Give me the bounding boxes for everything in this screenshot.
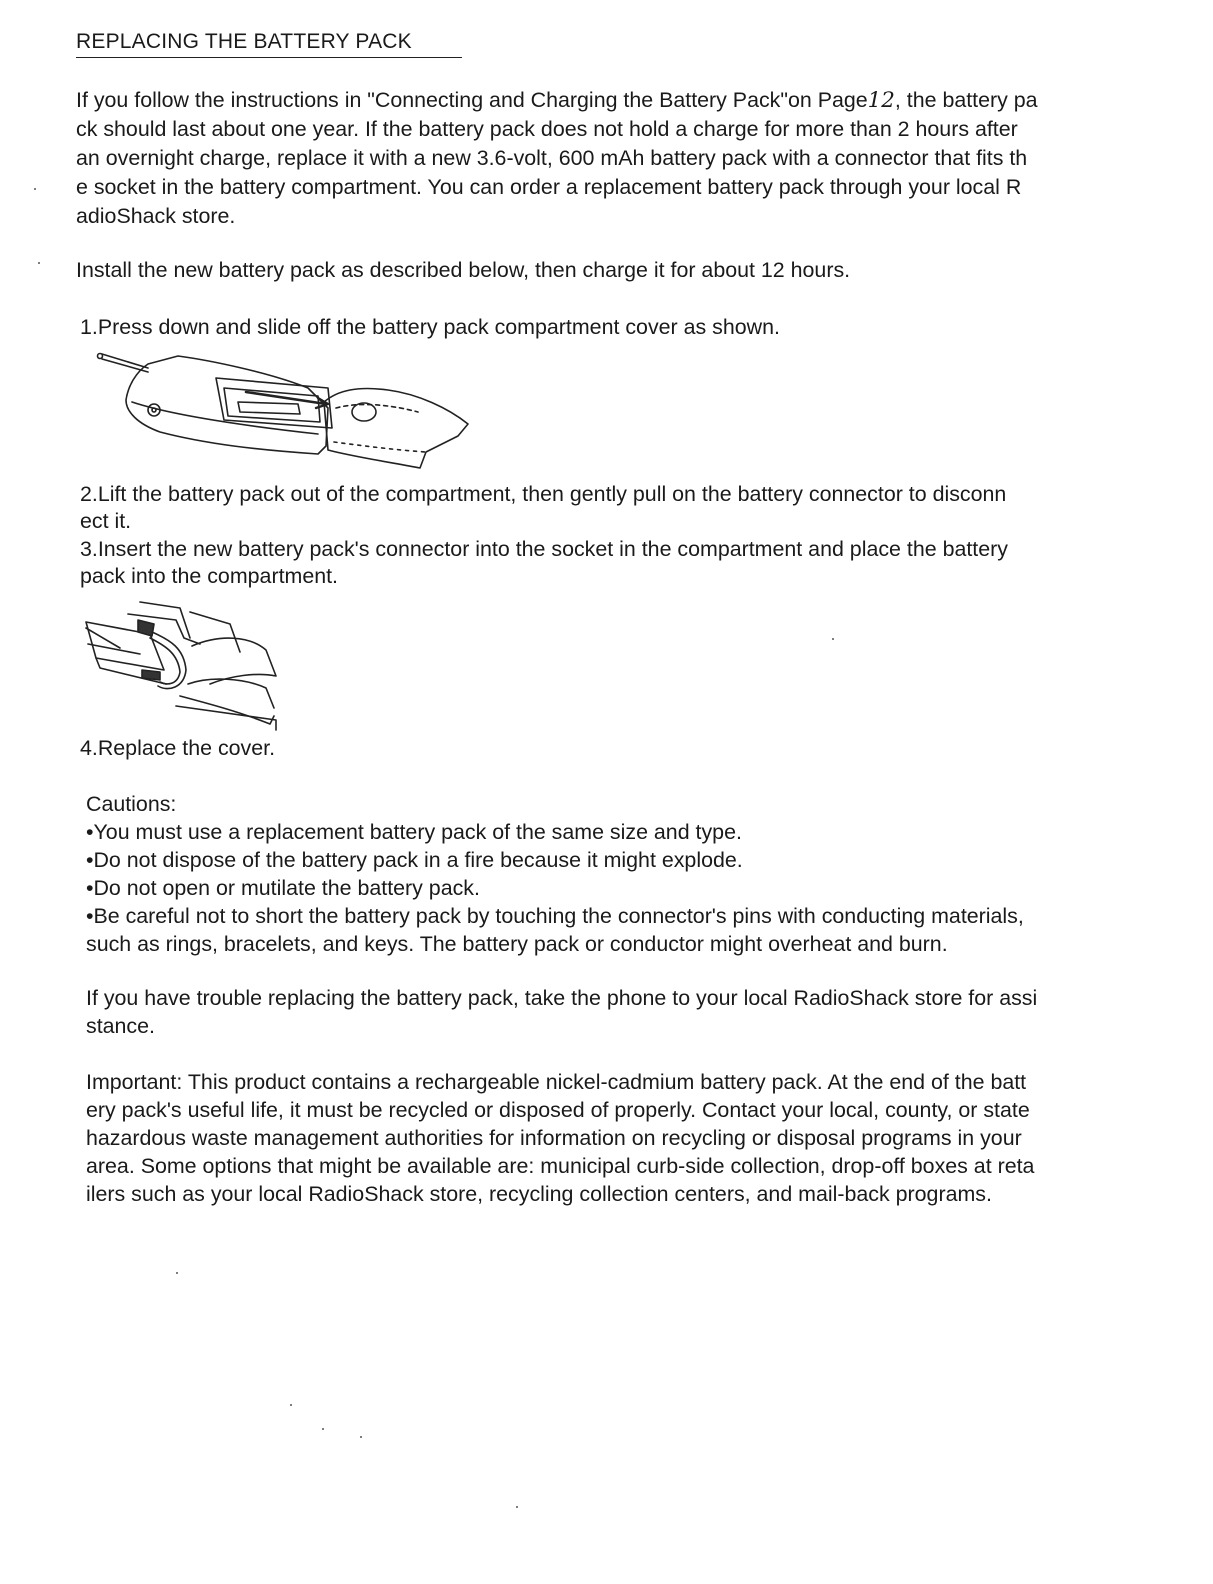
scan-speck [176, 1272, 178, 1274]
scan-speck [34, 188, 36, 190]
intro-paragraph [76, 86, 1166, 231]
figure-insert-connector-illustration [80, 588, 290, 733]
caution-item: •Be careful not to short the battery pack by touching the connector's pins with conducting materials, [86, 904, 1024, 928]
scan-speck [360, 1436, 362, 1438]
step-3: 3.Insert the new battery pack's connector into the socket in the compartment and place the battery pack into the compartment. [80, 537, 1008, 588]
step-4: 4.Replace the cover. [80, 736, 276, 760]
scan-speck [322, 1428, 324, 1430]
trouble-paragraph: If you have trouble replacing the battery pack, take the phone to your local RadioShack store for assi stance. [86, 986, 1038, 1038]
cautions-block [86, 790, 1024, 958]
cautions-title: Cautions: [86, 792, 177, 816]
intro-line-4: e socket in the battery compartment. You can order a replacement battery pack through your local R [76, 175, 1022, 199]
important-paragraph: Important: This product contains a rechargeable nickel-cadmium battery pack. At the end of the batt ery pack's useful life, it must be recycled or disposed of properly. Contact your local, county, or state hazardous waste management authorities for information on recycling or disposal programs in your area. Some options that might be available are: municipal curb-side collection, drop-off boxes at reta ilers such as your local RadioShack store, recycling collection centers, and mail-back programs. [86, 1070, 1035, 1206]
handwritten-page-number: 12 [867, 88, 895, 113]
figure-remove-cover-illustration [88, 342, 478, 472]
scan-speck [290, 1404, 292, 1406]
section-heading: REPLACING THE BATTERY PACK [76, 30, 462, 58]
step-2: 2.Lift the battery pack out of the compartment, then gently pull on the battery connector to disconn ect it. [80, 482, 1007, 533]
connector [138, 620, 154, 636]
caution-item: •Do not dispose of the battery pack in a fire because it might explode. [86, 848, 743, 872]
caution-item: •Do not open or mutilate the battery pack. [86, 876, 480, 900]
intro-line-5: adioShack store. [76, 204, 236, 228]
intro-line-3: an overnight charge, replace it with a new 3.6-volt, 600 mAh battery pack with a connector that fits th [76, 146, 1028, 170]
scan-speck [38, 262, 40, 264]
install-instruction: Install the new battery pack as described below, then charge it for about 12 hours. [76, 258, 851, 282]
intro-line-1: If you follow the instructions in "Connecting and Charging the Battery Pack"on Page12, the battery pa [76, 88, 1038, 113]
step-1: 1.Press down and slide off the battery pack compartment cover as shown. [80, 315, 780, 339]
battery-pack [192, 638, 276, 684]
battery-cover [324, 389, 468, 469]
scan-speck [832, 638, 834, 640]
intro-line-2: ck should last about one year. If the battery pack does not hold a charge for more than 2 hours after [76, 117, 1018, 141]
scan-speck [516, 1506, 518, 1508]
caution-item-continuation: such as rings, bracelets, and keys. The battery pack or conductor might overheat and burn. [86, 932, 948, 956]
caution-item: •You must use a replacement battery pack of the same size and type. [86, 820, 742, 844]
